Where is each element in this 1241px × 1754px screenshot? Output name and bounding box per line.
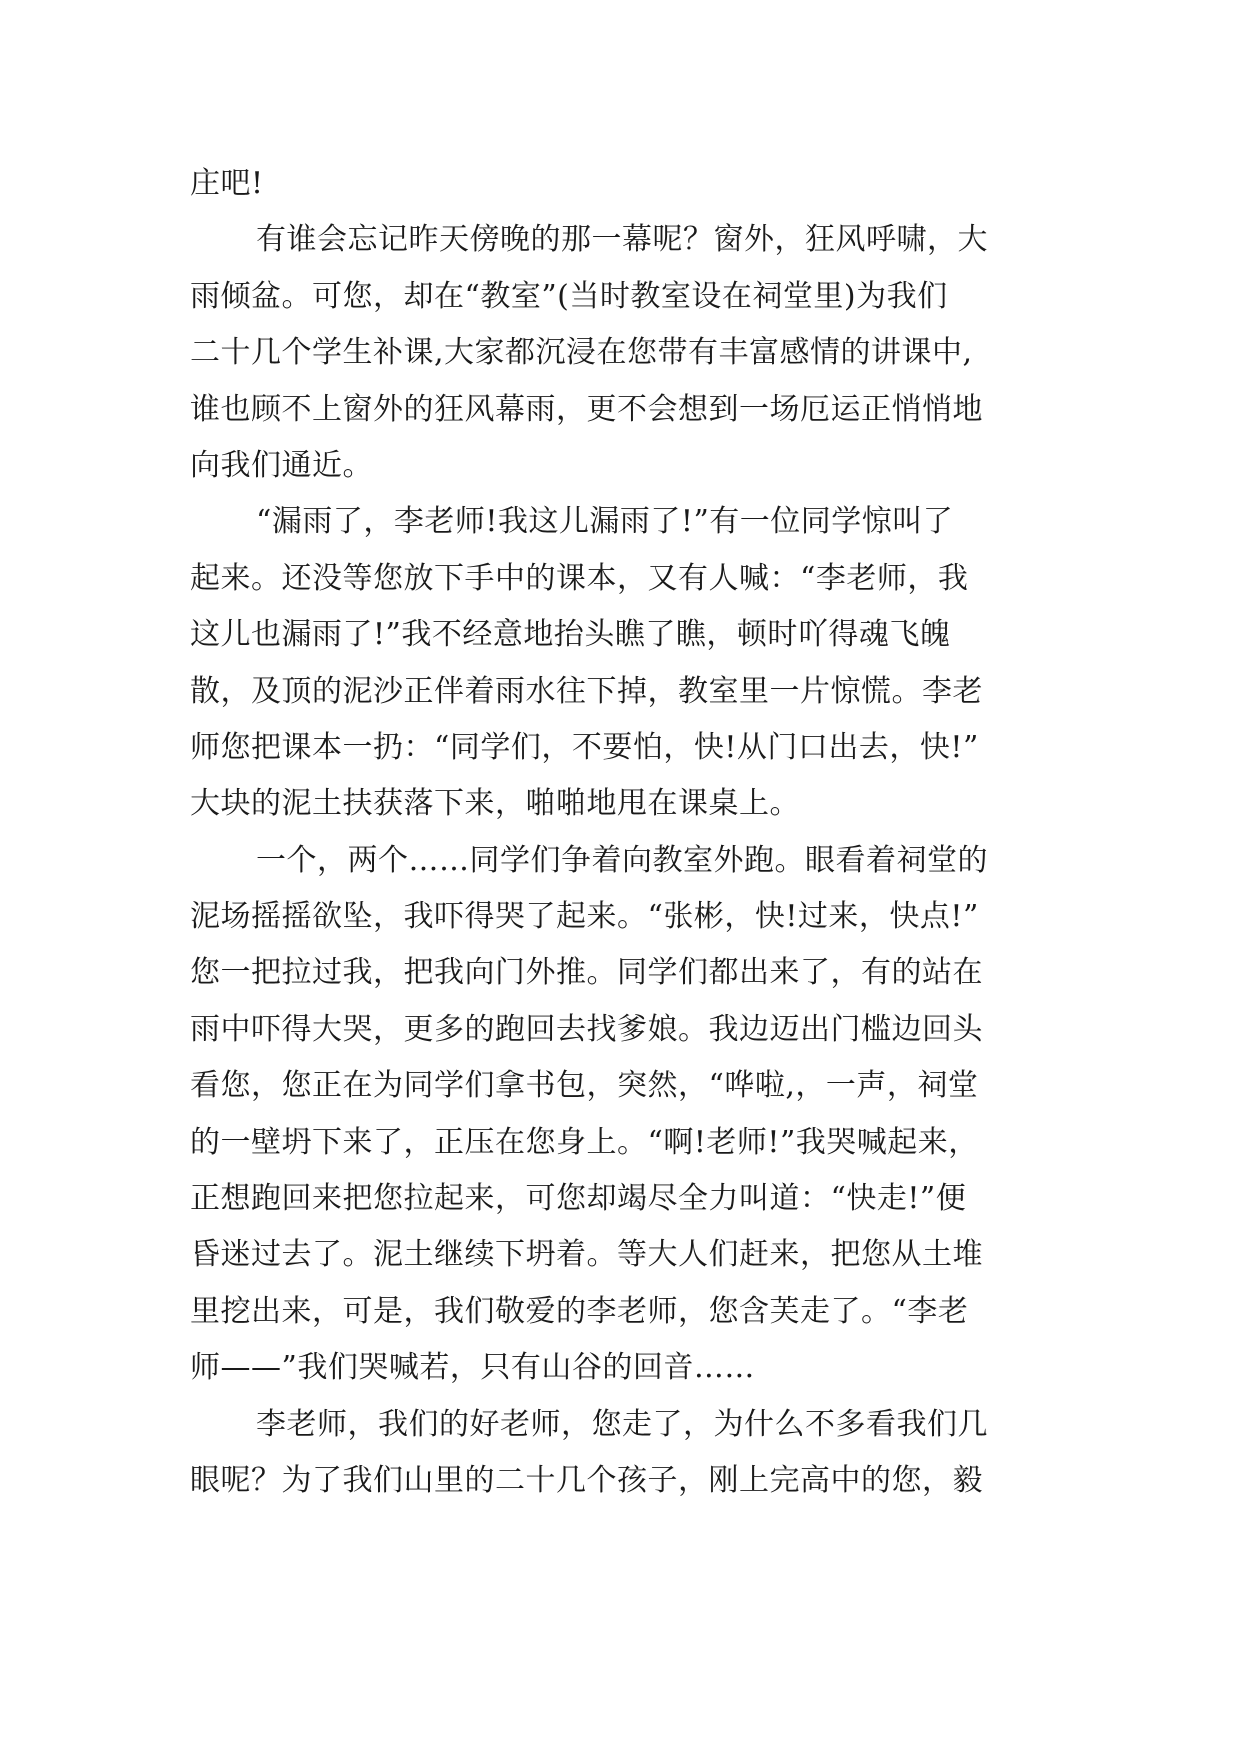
text-line: 庄吧!: [190, 166, 264, 201]
paragraph-first-line: 一个，两个……同学们争着向教室外跑。眼看着祠堂的: [256, 842, 988, 878]
text-line: 向我们通近。: [190, 447, 373, 483]
text-line: 的一壁坍下来了，正压在您身上。“啊!老师!”我哭喊起来，: [190, 1124, 979, 1160]
text-line: 正想跑回来把您拉起来，可您却竭尽全力叫道：“快走!”便: [190, 1181, 967, 1217]
paragraph-first-line: 有谁会忘记昨天傍晚的那一幕呢？窗外，狂风呼啸，大: [256, 222, 988, 258]
text-line: 散，及顶的泥沙正伴着雨水往下掉，教室里一片惊慌。李老: [190, 673, 983, 709]
text-line: 大块的泥土扶获落下来，啪啪地甩在课桌上。: [190, 786, 800, 822]
text-line: 这儿也漏雨了!”我不经意地抬头瞧了瞧，顿时吖得魂飞魄: [190, 617, 951, 653]
text-line: 谁也顾不上窗外的狂风幕雨，更不会想到一场厄运正悄悄地: [190, 391, 983, 427]
text-line: 起来。还没等您放下手中的课本，又有人喊：“李老师，我: [190, 560, 969, 596]
text-line: 雨倾盆。可您，却在“教室”(当时教室设在祠堂里)为我们: [190, 278, 948, 314]
text-line: 雨中吓得大哭，更多的跑回去找爹娘。我边迈出门槛边回头: [190, 1011, 983, 1047]
text-line: 眼呢？为了我们山里的二十几个孩子，刚上完高中的您，毅: [190, 1462, 983, 1498]
paragraph-first-line: “漏雨了，李老师!我这儿漏雨了!”有一位同学惊叫了: [256, 504, 954, 540]
text-line: 二十几个学生补课,大家都沉浸在您带有丰富感情的讲课中,: [190, 335, 973, 371]
text-line: 师您把课本一扔：“同学们，不要怕，快!从门口出去，快!”: [190, 729, 979, 765]
text-line: 里挖出来，可是，我们敬爱的李老师，您含芙走了。“李老: [190, 1293, 969, 1329]
text-line: 看您，您正在为同学们拿书包，突然，“哗啦,，一声，祠堂: [190, 1068, 979, 1104]
document-body: [190, 156, 1050, 1509]
text-line: 您一把拉过我，把我向门外推。同学们都出来了，有的站在: [190, 955, 983, 991]
text-line: 师——”我们哭喊若，只有山谷的回音……: [190, 1350, 755, 1386]
paragraph-first-line: 李老师，我们的好老师，您走了，为什么不多看我们几: [256, 1406, 988, 1442]
text-line: 昏迷过去了。泥土继续下坍着。等大人们赶来，把您从土堆: [190, 1237, 983, 1273]
text-line: 泥场摇摇欲坠，我吓得哭了起来。“张彬，快!过来，快点!”: [190, 899, 979, 935]
